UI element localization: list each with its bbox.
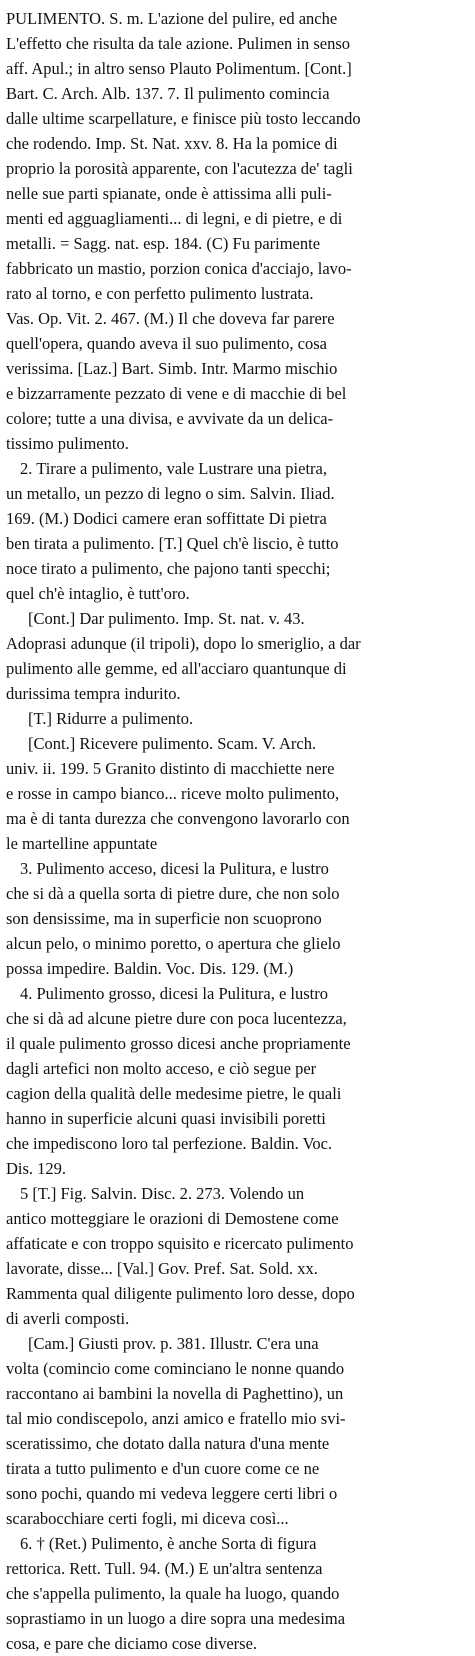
text-line: Rammenta qual diligente pulimento loro desse, dopo <box>6 1284 355 1303</box>
text-line: noce tirato a pulimento, che pajono tanti specchi; <box>6 559 331 578</box>
text-line: menti ed agguagliamenti... di legni, e di pietre, e di <box>6 209 343 228</box>
text-line: [T.] Ridurre a pulimento. <box>28 709 194 728</box>
text-line: colore; tutte a una divisa, e avvivate da un delica- <box>6 409 334 428</box>
text-line: [Cont.] Dar pulimento. Imp. St. nat. v. 43. <box>28 609 305 628</box>
text-line: di averli composti. <box>6 1309 130 1328</box>
text-line: [Cam.] Giusti prov. p. 381. Illustr. C'era una <box>28 1334 319 1353</box>
text-line: cagion della qualità delle medesime pietre, le quali <box>6 1084 342 1103</box>
text-line: che rodendo. Imp. St. Nat. xxv. 8. Ha la pomice di <box>6 134 338 153</box>
text-line: un metallo, un pezzo di legno o sim. Salvin. Iliad. <box>6 484 335 503</box>
text-line: verissima. [Laz.] Bart. Simb. Intr. Marmo mischio <box>6 359 338 378</box>
text-line: scarabocchiare certi fogli, mi diceva così... <box>6 1509 289 1528</box>
text-line: quell'opera, quando aveva il suo pulimento, cosa <box>6 334 327 353</box>
text-line: tal mio condiscepolo, anzi amico e fratello mio svi- <box>6 1409 346 1428</box>
text-line: quel ch'è intaglio, è tutt'oro. <box>6 584 190 603</box>
text-line: aff. Apul.; in altro senso Plauto Polimentum. [Cont.] <box>6 59 352 78</box>
text-line: le martelline appuntate <box>6 834 158 853</box>
text-line: nelle sue parti spianate, onde è attissima alli puli- <box>6 184 332 203</box>
text-line: dagli artefici non molto acceso, e ciò segue per <box>6 1059 317 1078</box>
text-line: PULIMENTO. S. m. L'azione del pulire, ed anche <box>6 9 338 28</box>
text-line: proprio la porosità apparente, con l'acutezza de' tagli <box>6 159 353 178</box>
text-line: pulimento alle gemme, ed all'acciaro quantunque di <box>6 659 347 678</box>
text-line: ma è di tanta durezza che convengono lavorarlo con <box>6 809 350 828</box>
text-line: 3. Pulimento acceso, dicesi la Pulitura, e lustro <box>20 859 329 878</box>
text-line: raccontano ai bambini la novella di Paghettino), un <box>6 1384 344 1403</box>
text-line: Adoprasi adunque (il tripoli), dopo lo smeriglio, a dar <box>6 634 361 653</box>
text-line: volta (comincio come cominciano le nonne quando <box>6 1359 345 1378</box>
text-line: che si dà ad alcune pietre dure con poca lucentezza, <box>6 1009 347 1028</box>
text-line: fabbricato un mastio, porzion conica d'acciajo, lavo- <box>6 259 352 278</box>
text-line: rato al torno, e con perfetto pulimento lustrata. <box>6 284 314 303</box>
text-line: antico motteggiare le orazioni di Demostene come <box>6 1209 339 1228</box>
text-line: che impediscono loro tal perfezione. Baldin. Voc. <box>6 1134 333 1153</box>
text-line: che si dà a quella sorta di pietre dure, che non solo <box>6 884 340 903</box>
text-line: sceratissimo, che dotato dalla natura d'una mente <box>6 1434 330 1453</box>
text-line: 4. Pulimento grosso, dicesi la Pulitura, e lustro <box>20 984 328 1003</box>
text-line: che s'appella pulimento, la quale ha luogo, quando <box>6 1584 340 1603</box>
text-line: durissima tempra indurito. <box>6 684 181 703</box>
text-line: e bizzarramente pezzato di vene e di macchie di bel <box>6 384 347 403</box>
text-line: affaticate e con troppo squisito e ricercato pulimento <box>6 1234 354 1253</box>
text-line: 5 [T.] Fig. Salvin. Disc. 2. 273. Volendo un <box>20 1184 305 1203</box>
text-line: univ. ii. 199. 5 Granito distinto di macchiette nere <box>6 759 335 778</box>
text-line: [Cont.] Ricevere pulimento. Scam. V. Arch. <box>28 734 317 753</box>
text-line: Vas. Op. Vit. 2. 467. (M.) Il che doveva far parere <box>6 309 335 328</box>
text-line: Bart. C. Arch. Alb. 137. 7. Il pulimento comincia <box>6 84 330 103</box>
text-line: metalli. = Sagg. nat. esp. 184. (C) Fu parimente <box>6 234 321 253</box>
text-line: e rosse in campo bianco... riceve molto pulimento, <box>6 784 340 803</box>
text-line: alcun pelo, o minimo poretto, o apertura che glielo <box>6 934 341 953</box>
text-line: 2. Tirare a pulimento, vale Lustrare una pietra, <box>20 459 327 478</box>
text-line: sono pochi, quando mi vedeva leggere certi libri o <box>6 1484 338 1503</box>
text-line: tirata a tutto pulimento e d'un cuore come ce ne <box>6 1459 320 1478</box>
text-line: dalle ultime scarpellature, e finisce più tosto leccando <box>6 109 361 128</box>
text-line: Dis. 129. <box>6 1159 67 1178</box>
text-line: tissimo pulimento. <box>6 434 129 453</box>
text-line: lavorate, disse... [Val.] Gov. Pref. Sat. Sold. xx. <box>6 1259 318 1278</box>
text-line: son densissime, ma in superficie non scuoprono <box>6 909 322 928</box>
text-line: rettorica. Rett. Tull. 94. (M.) E un'altra sentenza <box>6 1559 323 1578</box>
text-line: 6. † (Ret.) Pulimento, è anche Sorta di figura <box>20 1534 317 1553</box>
text-line: L'effetto che risulta da tale azione. Pulimen in senso <box>6 34 351 53</box>
text-line: possa impedire. Baldin. Voc. Dis. 129. (M.) <box>6 959 294 978</box>
text-line: soprastiamo in un luogo a dire sopra una medesima <box>6 1609 346 1628</box>
text-line: hanno in superficie alcuni quasi invisibili poretti <box>6 1109 326 1128</box>
text-line: 169. (M.) Dodici camere eran soffittate Di pietra <box>6 509 327 528</box>
text-line: ben tirata a pulimento. [T.] Quel ch'è liscio, è tutto <box>6 534 339 553</box>
text-line: cosa, e pare che diciamo cose diverse. <box>6 1634 258 1653</box>
text-line: il quale pulimento grosso dicesi anche propriamente <box>6 1034 351 1053</box>
